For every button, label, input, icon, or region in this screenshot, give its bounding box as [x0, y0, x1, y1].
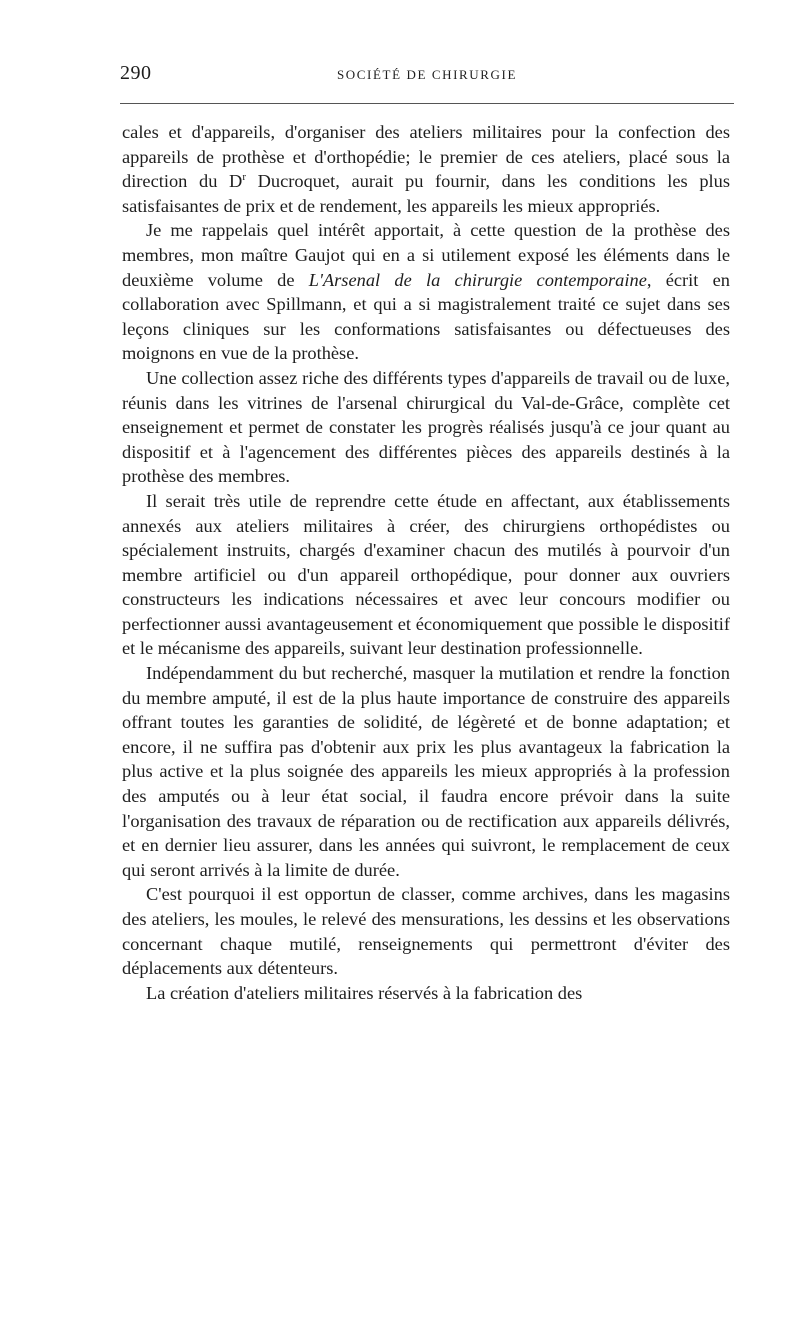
paragraph [122, 882, 730, 980]
running-title: SOCIÉTÉ DE CHIRURGIE [336, 67, 518, 82]
paragraph [122, 489, 730, 661]
body-text [122, 120, 730, 1005]
paragraph-text: cales et d'appareils, d'organiser des ateliers militaires pour la confection des appareils de prothèse et d'orthopédie; le premier de ces ateliers, placé sous la direction du D [122, 122, 730, 192]
paragraph-text: Indépendamment du but recherché, masquer la mutilation et rendre la fonction du membre amputé, il est de la plus haute importance de construire des appareils offrant toutes les garanties de solidité, de légèreté et de bonne adaptation; et encore, il ne suffira pas d'obtenir aux prix les plus avantageux la fabrication la plus active et la plus soignée des appareils les mieux appropriés à la profession des amputés ou à leur état social, il faudra encore prévoir dans la suite l'organisation des travaux de réparation ou de rectification aux appareils délivrés, et en dernier lieu assurer, dans les années qui suivront, le remplacement de ceux qui seront arrivés à la limite de durée. [122, 663, 730, 880]
page-number: 290 [120, 62, 152, 84]
superscript-text: r [242, 171, 246, 184]
paragraph [122, 661, 730, 882]
paragraph-text: Il serait très utile de reprendre cette étude en affectant, aux établissements annexés aux ateliers militaires à créer, des chirurgiens orthopédistes ou spécialement instruits, chargés d'examiner chacun des mutilés à pourvoir d'un membre artificiel ou d'un appareil orthopédique, pour donner aux ouvriers constructeurs les indications nécessaires et avec leur concours modifier ou perfectionner aussi avantageusement et économiquement que possible le dispositif et le mécanisme des appareils, suivant leur destination professionnelle. [122, 490, 730, 659]
paragraph-text: Une collection assez riche des différents types d'appareils de travail ou de luxe, réunis dans les vitrines de l'arsenal chirurgical du Val-de-Grâce, complète cet enseignement et permet de constater les progrès réalisés jusqu'à ce jour quant au dispositif et à l'agencement des différentes pièces des appareils destinés à la prothèse des membres. [122, 367, 730, 487]
paragraph-text: La création d'ateliers militaires réservés à la fabrication des [146, 982, 583, 1003]
header-rule [120, 103, 734, 104]
paragraph [122, 366, 730, 489]
italic-title: L'Arsenal de la chirurgie contemporaine [308, 269, 647, 290]
paragraph-text: Ducroquet, aurait pu fournir, dans les conditions les plus satisfaisantes de prix et de rendement, les appareils les mieux appropriés. [122, 171, 731, 216]
paragraph [122, 120, 730, 218]
paragraph [122, 981, 730, 1006]
paragraph-text: Je me rappelais quel intérêt apportait, à cette question de la prothèse des membres, mon maître Gaujot qui en a si utilement exposé les éléments dans le deuxième volume de [122, 220, 730, 290]
paragraph-text: , écrit en collaboration avec Spillmann, et qui a si magistralement traité ce sujet dans ses leçons cliniques sur les conformations satisfaisantes ou défectueuses des moignons en vue de la prothèse. [122, 269, 730, 364]
paragraph [122, 218, 730, 366]
paragraph-text: C'est pourquoi il est opportun de classer, comme archives, dans les magasins des ateliers, les moules, le relevé des mensurations, les dessins et les observations concernant chaque mutilé, renseignements qui permettront d'éviter des déplacements aux détenteurs. [122, 884, 730, 979]
running-head [120, 62, 734, 90]
